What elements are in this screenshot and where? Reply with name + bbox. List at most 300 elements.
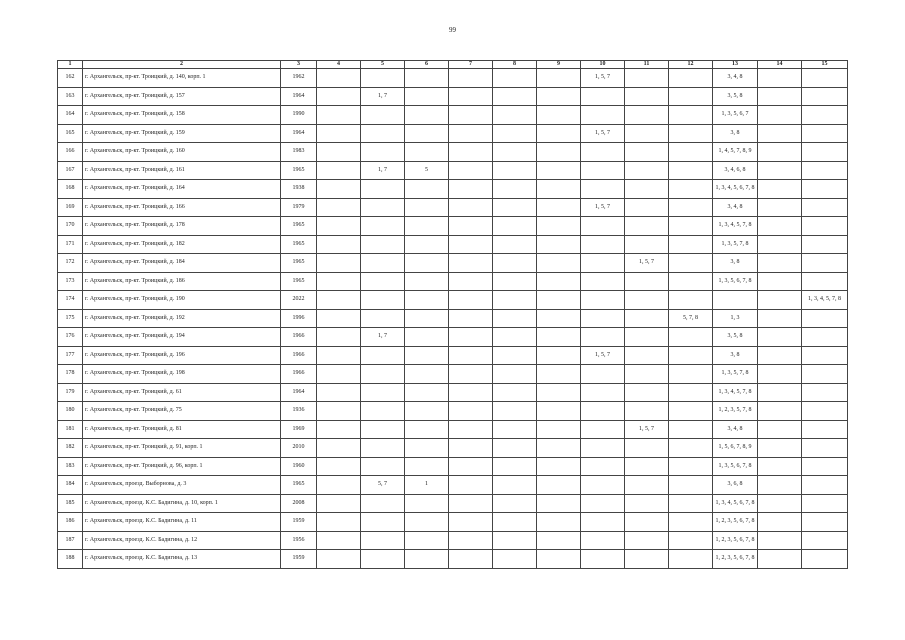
table-cell: 1, 3, 5, 7, 8 [713, 235, 758, 254]
table-cell [361, 180, 405, 199]
table-cell [625, 69, 669, 88]
row-number-cell: 181 [58, 420, 83, 439]
table-cell [537, 143, 581, 162]
table-cell [581, 235, 625, 254]
year-cell: 1959 [281, 550, 317, 569]
address-cell: г. Архангельск, пр-кт. Троицкий, д. 161 [83, 161, 281, 180]
table-cell [758, 346, 802, 365]
table-cell [361, 439, 405, 458]
table-cell [669, 476, 713, 495]
address-cell: г. Архангельск, проезд. К.С. Бадигина, д. 10, корп. 1 [83, 494, 281, 513]
table-cell: 3, 8 [713, 124, 758, 143]
table-cell: 1 [405, 476, 449, 495]
table-row [58, 365, 848, 384]
table-cell [625, 457, 669, 476]
table-cell [669, 513, 713, 532]
table-cell [493, 550, 537, 569]
table-cell [758, 106, 802, 125]
table-cell [405, 235, 449, 254]
table-cell [802, 513, 848, 532]
row-number-cell: 186 [58, 513, 83, 532]
year-cell: 1965 [281, 235, 317, 254]
table-row [58, 235, 848, 254]
table-cell [361, 531, 405, 550]
table-cell: 5, 7, 8 [669, 309, 713, 328]
table-cell [625, 180, 669, 199]
row-number-cell: 188 [58, 550, 83, 569]
table-cell [361, 272, 405, 291]
table-cell: 1, 3, 4, 5, 6, 7, 8 [713, 180, 758, 199]
table-cell: 5, 7 [361, 476, 405, 495]
table-cell [405, 124, 449, 143]
table-cell [493, 531, 537, 550]
column-header: 2 [83, 61, 281, 69]
table-cell [581, 106, 625, 125]
year-cell: 1960 [281, 457, 317, 476]
table-cell [581, 513, 625, 532]
table-cell [449, 69, 493, 88]
table-cell [449, 383, 493, 402]
table-cell [625, 439, 669, 458]
row-number-cell: 176 [58, 328, 83, 347]
table-cell [317, 383, 361, 402]
table-cell: 1, 5, 7 [625, 420, 669, 439]
table-cell [537, 402, 581, 421]
table-cell [361, 383, 405, 402]
table-cell [405, 291, 449, 310]
year-cell: 1969 [281, 420, 317, 439]
table-cell [581, 365, 625, 384]
table-cell [405, 365, 449, 384]
table-cell [317, 550, 361, 569]
year-cell: 1962 [281, 69, 317, 88]
table-cell [537, 457, 581, 476]
table-cell [449, 420, 493, 439]
table-cell [493, 476, 537, 495]
table-cell [405, 346, 449, 365]
table-cell [449, 87, 493, 106]
table-cell [625, 272, 669, 291]
table-cell [669, 383, 713, 402]
table-cell [802, 476, 848, 495]
table-cell [449, 161, 493, 180]
table-cell [802, 383, 848, 402]
table-cell [361, 69, 405, 88]
table-cell [537, 383, 581, 402]
table-cell [581, 402, 625, 421]
row-number-cell: 172 [58, 254, 83, 273]
year-cell: 1966 [281, 346, 317, 365]
table-cell: 1, 5, 7 [625, 254, 669, 273]
table-cell [669, 531, 713, 550]
table-cell [405, 494, 449, 513]
table-row [58, 180, 848, 199]
table-row [58, 420, 848, 439]
table-cell [537, 161, 581, 180]
year-cell: 1964 [281, 87, 317, 106]
table-cell [758, 550, 802, 569]
table-cell: 1, 2, 3, 5, 6, 7, 8 [713, 513, 758, 532]
column-header: 1 [58, 61, 83, 69]
table-cell [802, 328, 848, 347]
table-cell [537, 550, 581, 569]
table-cell [317, 531, 361, 550]
table-cell [758, 383, 802, 402]
year-cell: 1996 [281, 309, 317, 328]
table-row [58, 272, 848, 291]
table-cell [802, 346, 848, 365]
table-cell [537, 235, 581, 254]
row-number-cell: 180 [58, 402, 83, 421]
table-cell: 1, 3, 4, 5, 7, 8 [713, 383, 758, 402]
table-cell [449, 457, 493, 476]
table-cell: 1, 3 [713, 309, 758, 328]
table-cell [669, 494, 713, 513]
table-cell [493, 69, 537, 88]
table-cell [625, 513, 669, 532]
table-cell [317, 143, 361, 162]
row-number-cell: 174 [58, 291, 83, 310]
table-cell [537, 291, 581, 310]
year-cell: 1938 [281, 180, 317, 199]
table-cell [317, 328, 361, 347]
table-cell [669, 291, 713, 310]
table-cell: 1, 3, 5, 7, 8 [713, 365, 758, 384]
table-row [58, 531, 848, 550]
table-cell [669, 106, 713, 125]
data-table [57, 60, 848, 569]
table-cell [758, 143, 802, 162]
table-cell [669, 272, 713, 291]
table-cell [317, 513, 361, 532]
table-cell [669, 198, 713, 217]
table-cell [449, 531, 493, 550]
column-header: 14 [758, 61, 802, 69]
table-cell [581, 531, 625, 550]
table-cell [317, 457, 361, 476]
table-cell [537, 69, 581, 88]
table-header-row [58, 61, 848, 69]
year-cell: 1979 [281, 198, 317, 217]
address-cell: г. Архангельск, пр-кт. Троицкий, д. 192 [83, 309, 281, 328]
table-cell [537, 180, 581, 199]
table-cell [405, 180, 449, 199]
row-number-cell: 177 [58, 346, 83, 365]
address-cell: г. Архангельск, пр-кт. Троицкий, д. 61 [83, 383, 281, 402]
table-row [58, 291, 848, 310]
table-cell [493, 198, 537, 217]
table-cell [581, 550, 625, 569]
table-cell [581, 383, 625, 402]
table-cell [449, 124, 493, 143]
table-cell [493, 439, 537, 458]
table-row [58, 217, 848, 236]
table-cell [361, 235, 405, 254]
table-cell [802, 143, 848, 162]
table-cell [802, 365, 848, 384]
table-cell [625, 402, 669, 421]
table-cell [581, 272, 625, 291]
table-cell [317, 309, 361, 328]
table-cell [581, 180, 625, 199]
table-cell: 1, 3, 5, 6, 7, 8 [713, 272, 758, 291]
table-cell [361, 143, 405, 162]
table-cell [493, 217, 537, 236]
table-cell: 1, 5, 6, 7, 8, 9 [713, 439, 758, 458]
row-number-cell: 162 [58, 69, 83, 88]
table-cell [317, 217, 361, 236]
address-cell: г. Архангельск, пр-кт. Троицкий, д. 81 [83, 420, 281, 439]
table-cell: 3, 5, 8 [713, 87, 758, 106]
table-cell [449, 217, 493, 236]
table-cell [669, 180, 713, 199]
table-cell [317, 124, 361, 143]
table-cell [581, 494, 625, 513]
table-cell [493, 457, 537, 476]
table-cell [625, 161, 669, 180]
table-cell [493, 235, 537, 254]
table-cell: 1, 3, 5, 6, 7, 8 [713, 457, 758, 476]
table-row [58, 69, 848, 88]
column-header: 6 [405, 61, 449, 69]
table-cell [625, 328, 669, 347]
table-cell [581, 476, 625, 495]
table-cell [493, 87, 537, 106]
table-cell [449, 309, 493, 328]
year-cell: 1966 [281, 365, 317, 384]
table-cell [802, 439, 848, 458]
table-row [58, 383, 848, 402]
table-cell [405, 550, 449, 569]
table-cell [449, 476, 493, 495]
table-row [58, 254, 848, 273]
table-cell [405, 217, 449, 236]
table-cell [405, 106, 449, 125]
year-cell: 1936 [281, 402, 317, 421]
table-row [58, 476, 848, 495]
table-cell: 1, 2, 3, 5, 6, 7, 8 [713, 550, 758, 569]
year-cell: 1965 [281, 476, 317, 495]
table-cell [802, 494, 848, 513]
table-row [58, 198, 848, 217]
year-cell: 2022 [281, 291, 317, 310]
table-row [58, 106, 848, 125]
table-cell [758, 494, 802, 513]
table-row [58, 161, 848, 180]
row-number-cell: 184 [58, 476, 83, 495]
table-cell [669, 346, 713, 365]
table-cell [581, 328, 625, 347]
table-cell [493, 143, 537, 162]
table-cell [669, 161, 713, 180]
table-cell [449, 328, 493, 347]
row-number-cell: 165 [58, 124, 83, 143]
table-cell: 3, 8 [713, 346, 758, 365]
column-header: 10 [581, 61, 625, 69]
table-cell [361, 365, 405, 384]
table-cell [625, 87, 669, 106]
table-cell [802, 106, 848, 125]
table-cell [405, 143, 449, 162]
table-cell [493, 161, 537, 180]
column-header: 13 [713, 61, 758, 69]
row-number-cell: 169 [58, 198, 83, 217]
table-cell [361, 457, 405, 476]
table-cell [361, 198, 405, 217]
table-cell [537, 346, 581, 365]
table-cell [625, 143, 669, 162]
table-cell [317, 161, 361, 180]
table-cell [537, 106, 581, 125]
address-cell: г. Архангельск, пр-кт. Троицкий, д. 75 [83, 402, 281, 421]
table-cell [537, 365, 581, 384]
table-cell [537, 254, 581, 273]
table-cell [493, 272, 537, 291]
table-cell: 1, 4, 5, 7, 8, 9 [713, 143, 758, 162]
table-cell [317, 180, 361, 199]
table-cell: 3, 6, 8 [713, 476, 758, 495]
column-header: 9 [537, 61, 581, 69]
row-number-cell: 185 [58, 494, 83, 513]
address-cell: г. Архангельск, пр-кт. Троицкий, д. 96, корп. 1 [83, 457, 281, 476]
table-cell [493, 254, 537, 273]
table-cell: 1, 5, 7 [581, 69, 625, 88]
table-cell [405, 383, 449, 402]
table-cell [317, 272, 361, 291]
table-cell [625, 365, 669, 384]
table-cell [802, 217, 848, 236]
table-cell [361, 124, 405, 143]
table-cell [758, 180, 802, 199]
address-cell: г. Архангельск, пр-кт. Троицкий, д. 194 [83, 328, 281, 347]
table-cell [493, 309, 537, 328]
column-header: 7 [449, 61, 493, 69]
table-cell [493, 365, 537, 384]
table-cell [669, 402, 713, 421]
address-cell: г. Архангельск, пр-кт. Троицкий, д. 166 [83, 198, 281, 217]
table-cell [758, 476, 802, 495]
column-header: 8 [493, 61, 537, 69]
year-cell: 1964 [281, 383, 317, 402]
table-cell [669, 235, 713, 254]
table-cell [758, 124, 802, 143]
table-cell [537, 531, 581, 550]
year-cell: 1965 [281, 272, 317, 291]
table-cell [758, 254, 802, 273]
table-cell: 1, 5, 7 [581, 346, 625, 365]
table-cell [449, 513, 493, 532]
table-cell [405, 272, 449, 291]
table-cell [581, 439, 625, 458]
table-cell [405, 531, 449, 550]
address-cell: г. Архангельск, пр-кт. Троицкий, д. 140, корп. 1 [83, 69, 281, 88]
address-cell: г. Архангельск, пр-кт. Троицкий, д. 158 [83, 106, 281, 125]
table-cell [802, 124, 848, 143]
table-cell [317, 235, 361, 254]
table-cell [669, 124, 713, 143]
table-cell [625, 198, 669, 217]
address-cell: г. Архангельск, пр-кт. Троицкий, д. 190 [83, 291, 281, 310]
row-number-cell: 173 [58, 272, 83, 291]
table-cell [317, 346, 361, 365]
table-row [58, 124, 848, 143]
table-cell [802, 161, 848, 180]
year-cell: 2008 [281, 494, 317, 513]
year-cell: 1965 [281, 217, 317, 236]
address-cell: г. Архангельск, пр-кт. Троицкий, д. 159 [83, 124, 281, 143]
table-cell: 1, 5, 7 [581, 198, 625, 217]
table-cell [317, 402, 361, 421]
table-cell [537, 439, 581, 458]
table-cell [317, 69, 361, 88]
table-cell [802, 550, 848, 569]
table-cell [802, 87, 848, 106]
table-cell [758, 402, 802, 421]
table-cell [317, 439, 361, 458]
table-cell: 1, 3, 4, 5, 7, 8 [713, 217, 758, 236]
table-cell [758, 457, 802, 476]
table-cell [625, 124, 669, 143]
table-cell [669, 328, 713, 347]
table-cell [449, 272, 493, 291]
year-cell: 1990 [281, 106, 317, 125]
table-row [58, 402, 848, 421]
table-cell [361, 550, 405, 569]
table-cell [361, 106, 405, 125]
address-cell: г. Архангельск, пр-кт. Троицкий, д. 160 [83, 143, 281, 162]
table-cell [581, 87, 625, 106]
table-cell [581, 254, 625, 273]
table-cell [537, 476, 581, 495]
table-cell [493, 180, 537, 199]
table-cell [625, 531, 669, 550]
table-cell [625, 309, 669, 328]
table-cell [361, 513, 405, 532]
table-cell [361, 291, 405, 310]
table-cell [581, 291, 625, 310]
table-cell [449, 402, 493, 421]
table-cell [802, 69, 848, 88]
table-cell: 3, 4, 8 [713, 420, 758, 439]
table-cell [317, 420, 361, 439]
table-cell [537, 124, 581, 143]
table-cell [669, 69, 713, 88]
table-cell [405, 513, 449, 532]
table-cell [802, 272, 848, 291]
table-cell: 3, 8 [713, 254, 758, 273]
year-cell: 1964 [281, 124, 317, 143]
table-cell [361, 402, 405, 421]
table-cell [802, 198, 848, 217]
table-cell [758, 161, 802, 180]
table-cell: 1, 7 [361, 87, 405, 106]
table-cell [669, 87, 713, 106]
table-cell [493, 346, 537, 365]
table-cell [449, 254, 493, 273]
table-cell [537, 328, 581, 347]
table-cell [625, 383, 669, 402]
table-row [58, 513, 848, 532]
table-cell [361, 254, 405, 273]
table-cell [802, 402, 848, 421]
table-cell [449, 365, 493, 384]
table-row [58, 87, 848, 106]
table-cell [758, 439, 802, 458]
table-cell: 3, 4, 8 [713, 198, 758, 217]
table-cell [405, 439, 449, 458]
row-number-cell: 164 [58, 106, 83, 125]
table-cell [405, 328, 449, 347]
